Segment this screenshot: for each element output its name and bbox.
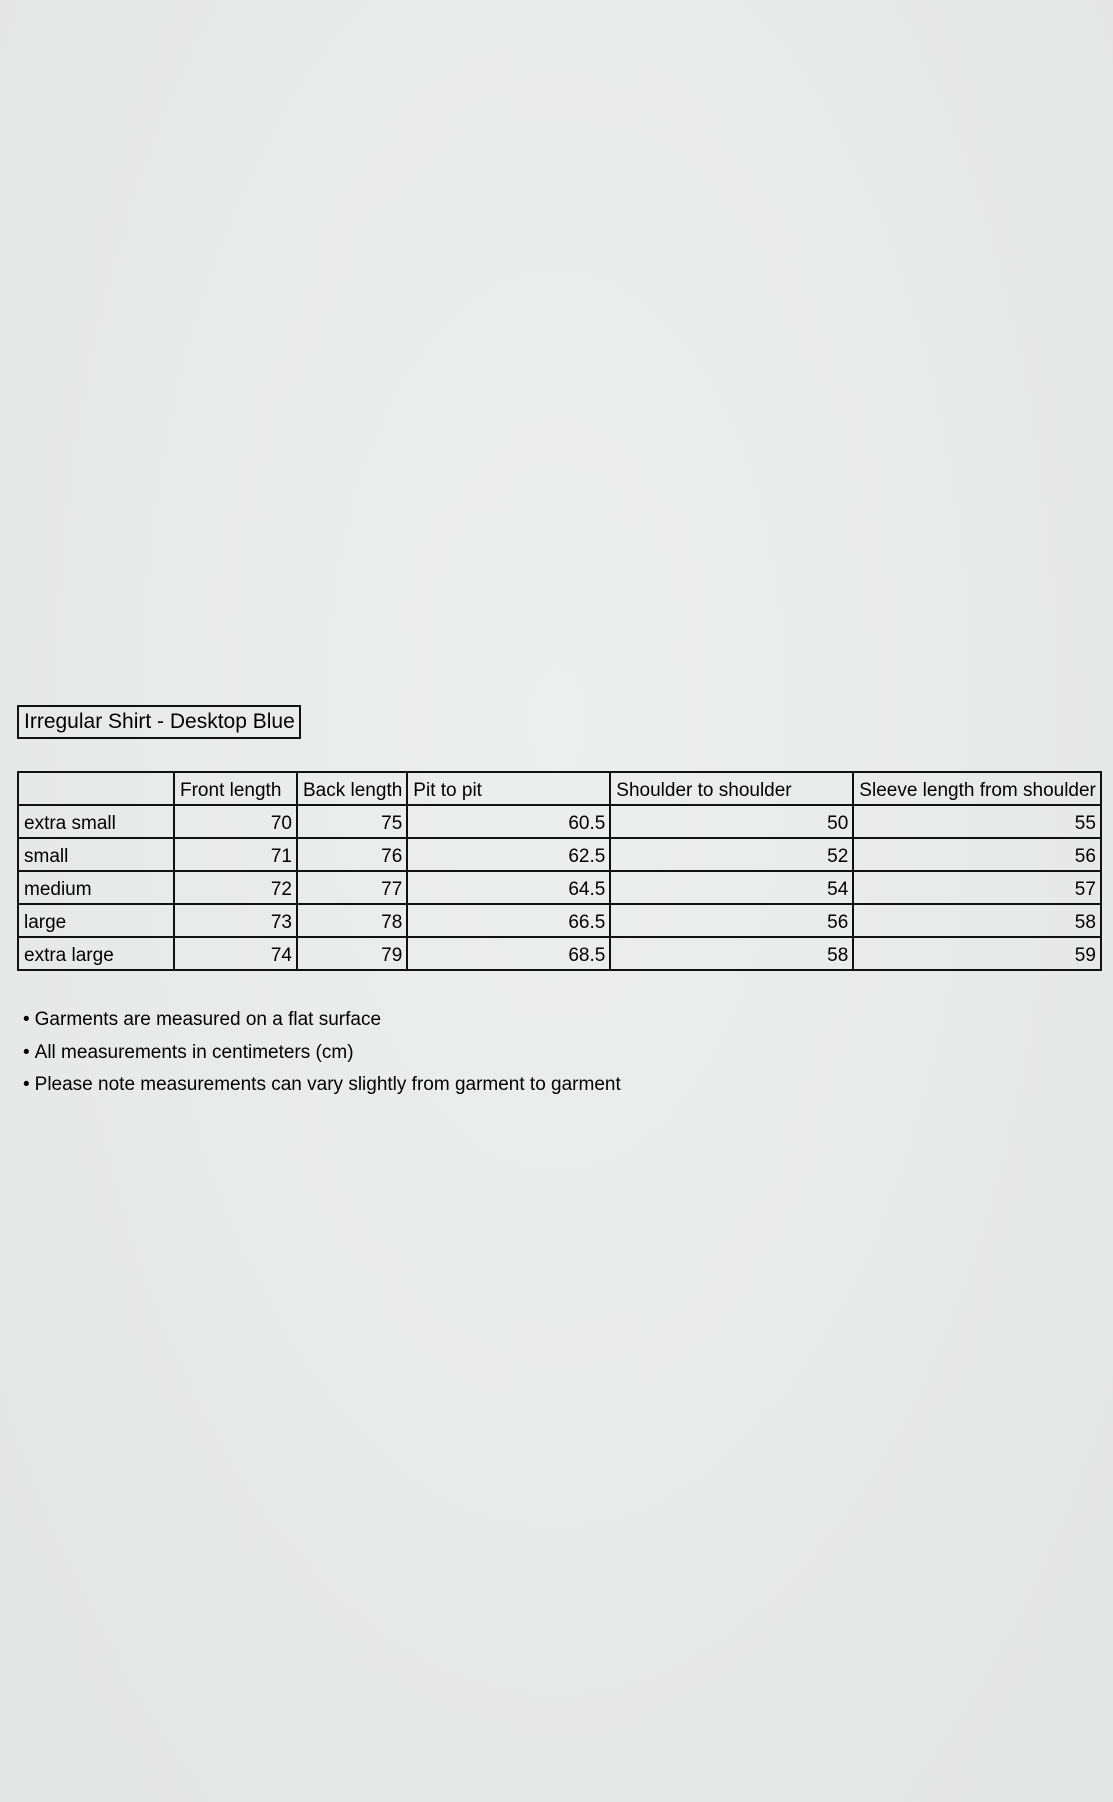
size-label: small [18,838,174,871]
table-row [18,937,1101,970]
table-row [18,871,1101,904]
note-text: All measurements in centimeters (cm) [34,1041,354,1063]
header-front-length: Front length [174,772,297,805]
header-back-length: Back length [297,772,407,805]
front-length-value: 71 [174,838,297,871]
measurement-notes [23,1004,621,1102]
front-length-value: 70 [174,805,297,838]
shoulder-value: 52 [610,838,853,871]
note-item [23,1004,621,1037]
pit-to-pit-value: 64.5 [407,871,610,904]
sleeve-value: 58 [853,904,1101,937]
front-length-value: 72 [174,871,297,904]
note-item [23,1037,621,1070]
bullet-icon: • [23,1074,30,1095]
table-row [18,904,1101,937]
table-row [18,838,1101,871]
back-length-value: 75 [297,805,407,838]
front-length-value: 74 [174,937,297,970]
size-label: large [18,904,174,937]
header-size [18,772,174,805]
back-length-value: 77 [297,871,407,904]
pit-to-pit-value: 66.5 [407,904,610,937]
back-length-value: 79 [297,937,407,970]
shoulder-value: 54 [610,871,853,904]
header-pit-to-pit: Pit to pit [407,772,610,805]
sleeve-value: 57 [853,871,1101,904]
pit-to-pit-value: 62.5 [407,838,610,871]
shoulder-value: 58 [610,937,853,970]
bullet-icon: • [23,1009,30,1030]
shoulder-value: 56 [610,904,853,937]
note-text: Please note measurements can vary slightly from garment to garment [34,1074,621,1095]
table-header-row [18,772,1101,805]
pit-to-pit-value: 60.5 [407,805,610,838]
shoulder-value: 50 [610,805,853,838]
size-label: extra small [18,805,174,838]
sleeve-value: 55 [853,805,1101,838]
front-length-value: 73 [174,904,297,937]
table-row [18,805,1101,838]
note-text: Garments are measured on a flat surface [34,1009,382,1030]
header-shoulder-to-shoulder: Shoulder to shoulder [610,772,853,805]
size-label: medium [18,871,174,904]
size-chart-table [17,771,1102,971]
sleeve-value: 59 [853,937,1101,970]
note-item [23,1069,621,1102]
header-sleeve-length: Sleeve length from shoulder [853,772,1101,805]
back-length-value: 78 [297,904,407,937]
back-length-value: 76 [297,838,407,871]
bullet-icon: • [23,1041,30,1063]
sleeve-value: 56 [853,838,1101,871]
pit-to-pit-value: 68.5 [407,937,610,970]
size-label: extra large [18,937,174,970]
product-title: Irregular Shirt - Desktop Blue [17,705,301,739]
